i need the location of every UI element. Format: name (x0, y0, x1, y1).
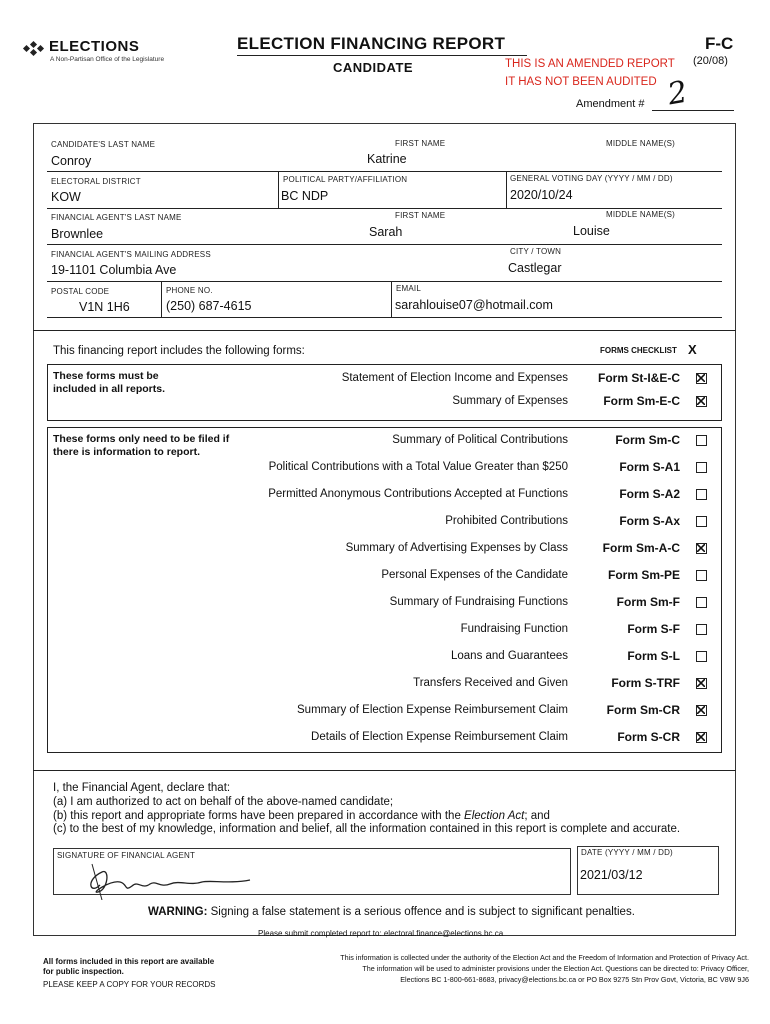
form-code: Form S-A2 (619, 487, 680, 501)
column-divider (391, 282, 392, 318)
form-checkbox-checked[interactable] (696, 678, 707, 689)
form-description: Loans and Guarantees (450, 650, 568, 662)
form-description: Fundraising Function (460, 623, 568, 635)
electoral-district-label: ELECTORAL DISTRICT (51, 177, 141, 186)
form-code: Form S-CR (617, 730, 680, 744)
form-description: Summary of Advertising Expenses by Class (345, 542, 568, 554)
elections-logo (22, 38, 192, 68)
column-divider (278, 172, 279, 208)
form-description: Summary of Election Expense Reimbursement Claim (297, 704, 568, 716)
warning-text: Signing a false statement is a serious offence and is subject to significant penalties. (210, 906, 635, 918)
agent-signature-mark (80, 860, 260, 900)
form-checkbox[interactable] (696, 570, 707, 581)
electoral-district-field[interactable]: KOW (51, 190, 81, 204)
party-field[interactable]: BC NDP (281, 189, 329, 203)
form-checkbox-checked[interactable] (696, 732, 707, 743)
voting-day-label: GENERAL VOTING DAY (YYYY / MM / DD) (510, 174, 673, 183)
form-code: Form S-A1 (619, 460, 680, 474)
party-label: POLITICAL PARTY/AFFILIATION (283, 175, 408, 184)
form-description: Political Contributions with a Total Value Greater than $250 (268, 461, 568, 473)
form-checkbox[interactable] (696, 516, 707, 527)
row-divider (47, 171, 722, 172)
form-description: Statement of Election Income and Expenses (341, 372, 568, 384)
form-code: Form Sm-A-C (602, 541, 680, 555)
voting-day-field[interactable]: 2020/10/24 (510, 188, 573, 202)
form-description: Personal Expenses of the Candidate (381, 569, 568, 581)
column-divider (161, 282, 162, 318)
section-divider (33, 770, 736, 771)
phone-label: PHONE NO. (166, 286, 213, 295)
form-code: Form Sm-C (615, 433, 680, 447)
agent-last-name-field[interactable]: Brownlee (51, 227, 104, 241)
logo-text: ELECTIONS (49, 38, 140, 55)
declaration-intro: I, the Financial Agent, declare that: (53, 782, 231, 794)
keep-copy-note: PLEASE KEEP A COPY FOR YOUR RECORDS (43, 980, 216, 989)
candidate-last-name-label: CANDIDATE'S LAST NAME (51, 140, 156, 149)
forms-intro: This financing report includes the following forms: (53, 345, 305, 357)
form-code: Form S-Ax (619, 514, 680, 528)
candidate-first-name-label: FIRST NAME (395, 139, 446, 148)
agent-first-name-label: FIRST NAME (395, 211, 446, 220)
agent-first-name-field[interactable]: Sarah (369, 225, 403, 239)
form-code: Form S-TRF (611, 676, 680, 690)
postal-code-label: POSTAL CODE (51, 287, 110, 296)
amended-report-note: THIS IS AN AMENDED REPORT (505, 58, 675, 70)
form-description: Transfers Received and Given (413, 677, 568, 689)
required-forms-note: These forms must be included in all reports. (53, 370, 166, 395)
form-checkbox-checked[interactable] (696, 705, 707, 716)
form-checkbox-checked[interactable] (696, 543, 707, 554)
agent-last-name-label: FINANCIAL AGENT'S LAST NAME (51, 213, 182, 222)
row-divider (47, 281, 722, 282)
candidate-first-name-field[interactable]: Katrine (367, 152, 407, 166)
form-checkbox[interactable] (696, 462, 707, 473)
privacy-note-1: This information is collected under the authority of the Election Act and the Freedom of Information and Protection of Privacy Act. (340, 953, 749, 962)
form-code: Form Sm-PE (607, 568, 680, 582)
agent-middle-name-field[interactable]: Louise (573, 224, 610, 238)
elections-bc-emblem-icon (22, 40, 48, 60)
declaration-c: (c) to the best of my knowledge, information and belief, all the information contained in this report is complete and accurate. (53, 823, 681, 835)
form-checkbox-checked[interactable] (696, 373, 707, 384)
agent-city-label: CITY / TOWN (510, 247, 562, 256)
form-code: Form Sm-E-C (603, 394, 680, 408)
date-field[interactable]: 2021/03/12 (580, 868, 643, 882)
postal-code-field[interactable]: V1N 1H6 (79, 300, 130, 314)
declaration-b-text: (b) this report and appropriate forms have been prepared in accordance with the (53, 810, 465, 822)
amendment-label: Amendment # (576, 98, 645, 110)
declaration-b-end: ; and (524, 810, 550, 822)
optional-forms-note: These forms only need to be filed if there is information to report. (53, 433, 230, 458)
title-underline (237, 55, 527, 56)
form-description: Summary of Expenses (452, 395, 568, 407)
public-note-1: All forms included in this report are available (43, 957, 215, 966)
submit-note: Please submit completed report to: electoral.finance@elections.bc.ca (258, 929, 504, 938)
phone-field[interactable]: (250) 687-4615 (166, 299, 252, 313)
candidate-last-name-field[interactable]: Conroy (51, 154, 92, 168)
logo-subtext: A Non-Partisan Office of the Legislature (50, 56, 165, 63)
section-divider (33, 330, 736, 331)
not-audited-note: IT HAS NOT BEEN AUDITED (505, 76, 657, 88)
form-checkbox[interactable] (696, 435, 707, 446)
declaration-a: (a) I am authorized to act on behalf of the above-named candidate; (53, 796, 394, 808)
form-description: Details of Election Expense Reimbursement Claim (311, 731, 568, 743)
form-checkbox[interactable] (696, 489, 707, 500)
form-code: Form S-L (627, 649, 680, 663)
signature-label: SIGNATURE OF FINANCIAL AGENT (57, 851, 196, 860)
amendment-line (652, 110, 734, 111)
declaration-b (53, 810, 550, 822)
form-checkbox[interactable] (696, 597, 707, 608)
agent-address-label: FINANCIAL AGENT'S MAILING ADDRESS (51, 250, 211, 259)
column-divider (506, 172, 507, 208)
row-divider (47, 317, 722, 318)
public-note-2: for public inspection. (43, 967, 124, 976)
report-title: ELECTION FINANCING REPORT (237, 34, 506, 53)
form-description: Permitted Anonymous Contributions Accepted at Functions (268, 488, 568, 500)
form-version: (20/08) (693, 55, 728, 67)
form-code: Form Sm-CR (606, 703, 680, 717)
row-divider (47, 208, 722, 209)
form-code: Form St-I&E-C (598, 371, 680, 385)
form-checkbox-checked[interactable] (696, 396, 707, 407)
form-description: Prohibited Contributions (445, 515, 568, 527)
form-description: Summary of Political Contributions (392, 434, 568, 446)
report-subtitle: CANDIDATE (333, 60, 414, 75)
warning-label: WARNING: (148, 906, 208, 918)
form-id: F-C (705, 34, 734, 53)
form-description: Summary of Fundraising Functions (389, 596, 568, 608)
agent-city-field[interactable]: Castlegar (508, 261, 562, 275)
candidate-middle-name-label: MIDDLE NAME(S) (606, 139, 676, 148)
privacy-note-3: Elections BC 1-800-661-8683, privacy@elections.bc.ca or PO Box 9275 Stn Prov Govt, Victoria, BC V8W 9J6 (400, 975, 749, 984)
form-checkbox[interactable] (696, 651, 707, 662)
forms-checklist-label: FORMS CHECKLIST (600, 346, 677, 355)
email-field[interactable]: sarahlouise07@hotmail.com (395, 298, 553, 312)
warning (148, 906, 635, 918)
forms-checklist-mark: X (688, 342, 697, 357)
form-code: Form Sm-F (616, 595, 680, 609)
form-code: Form S-F (627, 622, 680, 636)
date-label: DATE (YYYY / MM / DD) (581, 848, 673, 857)
form-checkbox[interactable] (696, 624, 707, 635)
amendment-number: 2 (665, 74, 690, 113)
privacy-note-2: The information will be used to administer provisions under the Election Act. Questions can be directed to: Privacy Officer, (362, 964, 749, 973)
row-divider (47, 244, 722, 245)
agent-address-field[interactable]: 19-1101 Columbia Ave (51, 263, 177, 277)
agent-middle-name-label: MIDDLE NAME(S) (606, 210, 676, 219)
election-act-ref: Election Act (464, 810, 525, 822)
email-label: EMAIL (396, 284, 422, 293)
